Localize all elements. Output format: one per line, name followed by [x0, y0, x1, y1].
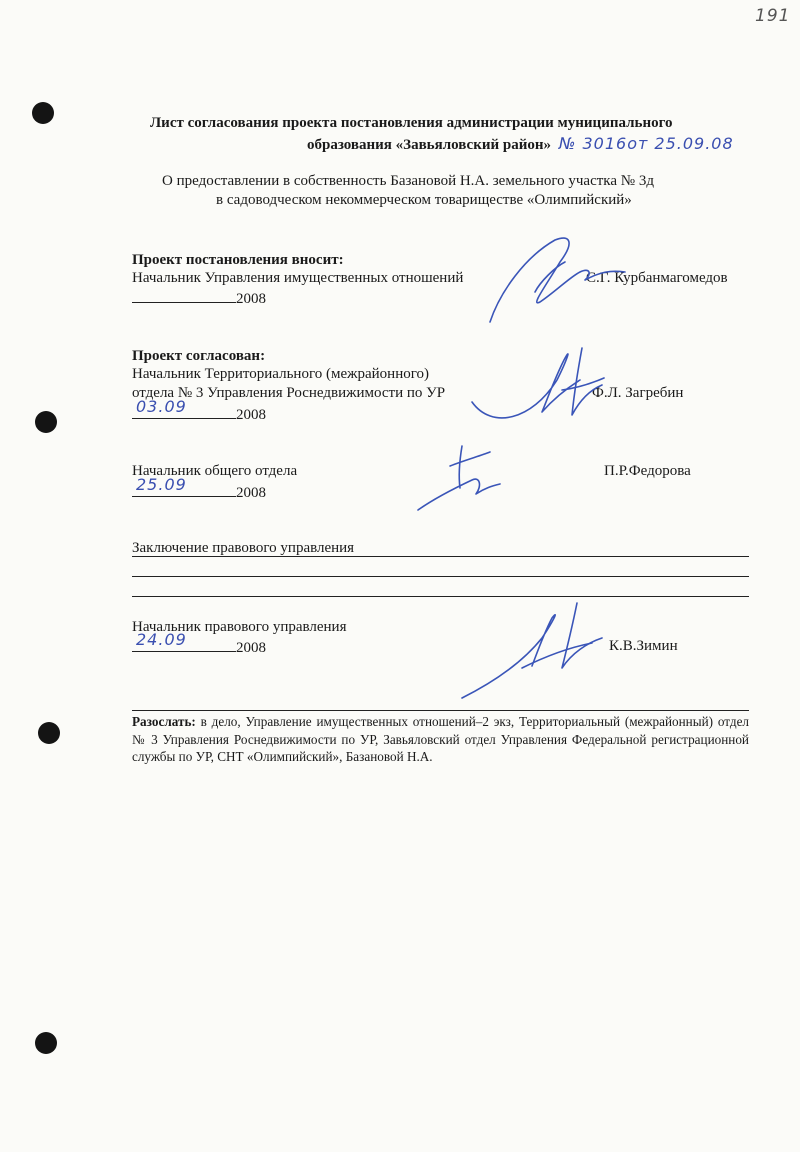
punch-hole-4 [35, 1032, 57, 1054]
general-dept-name: П.Р.Федорова [604, 463, 691, 479]
handwritten-registration-number: № 3016от 25.09.08 [558, 134, 734, 153]
approval-date-blank [132, 397, 236, 419]
general-dept-date [132, 475, 266, 503]
document-title-line2 [307, 134, 734, 155]
legal-date-year: 2008 [236, 640, 266, 656]
punch-hole-2 [35, 411, 57, 433]
approval-date [132, 397, 266, 425]
distribution-separator [132, 710, 749, 711]
page-number: 191 [755, 6, 791, 26]
general-dept-signature [410, 438, 510, 518]
distribution-text: в дело, Управление имущественных отношений–2 экз, Территориальный (межрайонный) отдел № 3 Управления Роснедвижимости по УР, Завьяловский отдел Управления Федеральной регистрационной службы по УР, СНТ «Олимпийский», Базановой Н.А. [132, 714, 749, 764]
legal-conclusion-line-2 [132, 576, 749, 577]
legal-date-handwritten: 24.09 [136, 630, 187, 649]
approval-signature [462, 340, 612, 440]
legal-conclusion-line-3 [132, 596, 749, 597]
submitter-date [132, 287, 266, 309]
legal-conclusion-line-1 [132, 556, 749, 557]
approval-position-line1: Начальник Территориального (межрайонного) [132, 366, 429, 382]
distribution-label: Разослать: [132, 714, 196, 729]
subject-line1: О предоставлении в собственность Базановой Н.А. земельного участка № 3д [162, 173, 654, 189]
legal-position: Начальник правового управления [132, 619, 347, 635]
distribution-block [132, 713, 749, 766]
submitter-position: Начальник Управления имущественных отношений [132, 270, 464, 286]
legal-date [132, 630, 266, 658]
title-line2-text: образования «Завьяловский район» [307, 137, 552, 153]
approval-name: Ф.Л. Загребин [592, 385, 684, 401]
general-dept-date-handwritten: 25.09 [136, 475, 187, 494]
submitter-date-year: 2008 [236, 291, 266, 307]
approval-date-handwritten: 03.09 [136, 397, 187, 416]
punch-hole-1 [32, 102, 54, 124]
document-title-line1: Лист согласования проекта постановления администрации муниципального [150, 115, 673, 131]
general-dept-position: Начальник общего отдела [132, 463, 298, 479]
punch-hole-3 [38, 722, 60, 744]
submitter-heading: Проект постановления вносит: [132, 252, 344, 268]
submitter-signature [480, 232, 630, 332]
general-dept-date-blank [132, 475, 236, 497]
general-dept-date-year: 2008 [236, 485, 266, 501]
approval-position-line2: отдела № 3 Управления Роснедвижимости по УР [132, 385, 446, 401]
approval-heading: Проект согласован: [132, 348, 266, 364]
legal-name: К.В.Зимин [609, 638, 678, 654]
submitter-name: С.Г. Курбанмагомедов [586, 270, 728, 286]
submitter-date-blank [132, 287, 236, 303]
legal-signature [452, 598, 612, 708]
approval-date-year: 2008 [236, 407, 266, 423]
legal-conclusion-label: Заключение правового управления [132, 540, 355, 556]
subject-line2: в садоводческом некоммерческом товариществе «Олимпийский» [216, 192, 632, 208]
legal-date-blank [132, 630, 236, 652]
